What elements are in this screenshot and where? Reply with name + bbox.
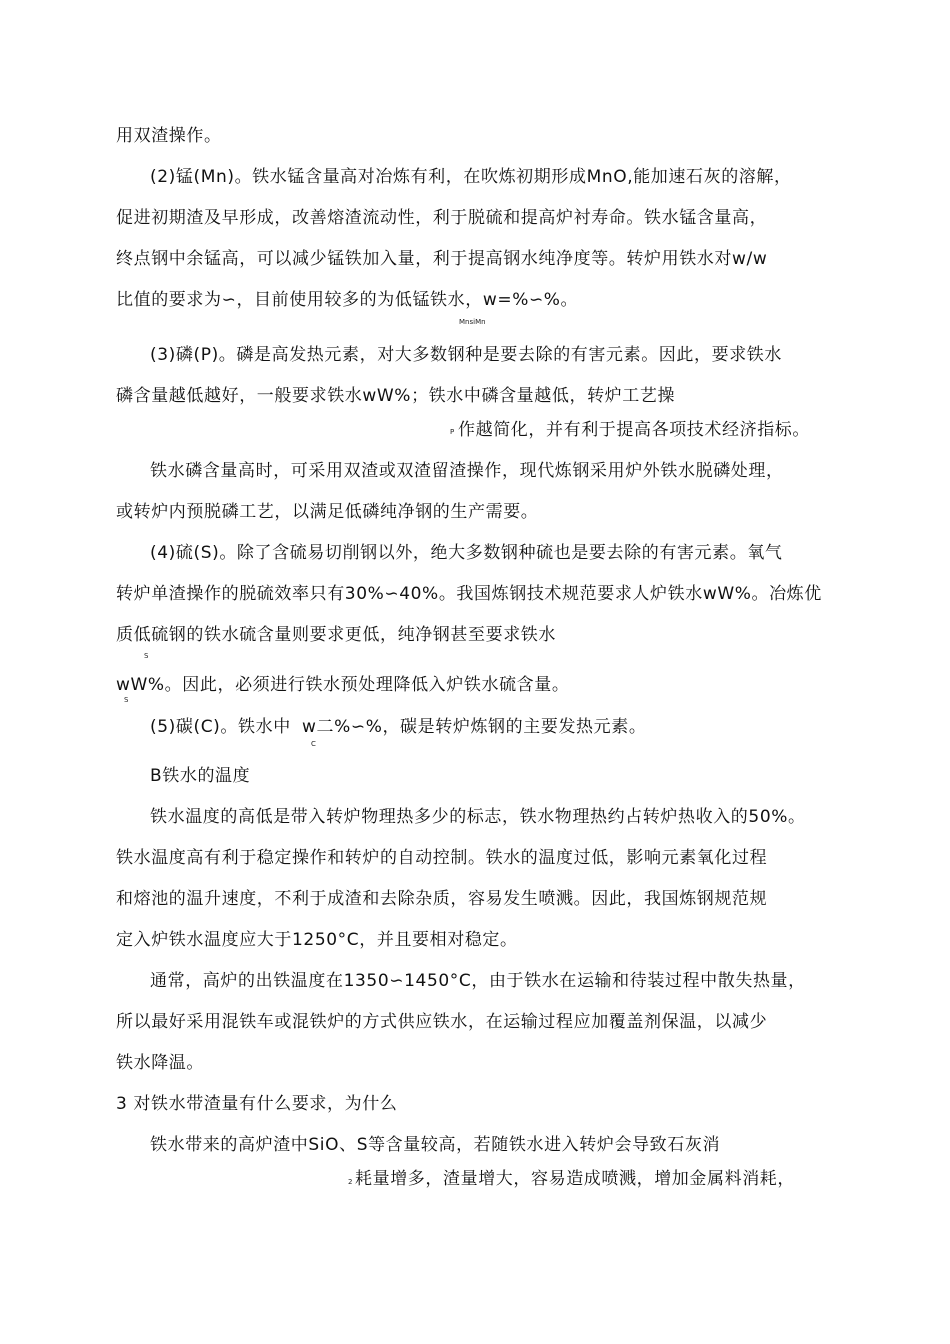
question-heading: 3 对铁水带渣量有什么要求，为什么 xyxy=(116,1094,398,1114)
paragraph-line: 用双渣操作。 xyxy=(116,126,222,146)
paragraph-line: (3)磷(P)。磷是高发热元素，对大多数钢种是要去除的有害元素。因此，要求铁水 xyxy=(150,345,782,365)
section-heading: B铁水的温度 xyxy=(150,766,251,786)
subscript-p: P xyxy=(450,428,455,436)
paragraph-line: 促进初期渣及早形成，改善熔渣流动性，利于脱硫和提高炉衬寿命。铁水锰含量高， xyxy=(116,208,768,228)
paragraph-line: wW%。因此，必须进行铁水预处理降低入炉铁水硫含量。 xyxy=(116,675,570,695)
paragraph-line: 作越简化，并有利于提高各项技术经济指标。 xyxy=(458,420,810,440)
paragraph-line: 定入炉铁水温度应大于1250°C，并且要相对稳定。 xyxy=(116,930,518,950)
paragraph-line: 耗量增多，渣量增大，容易造成喷溅，增加金属料消耗， xyxy=(355,1169,795,1189)
paragraph-line: (2)锰(Mn)。铁水锰含量高对冶炼有利，在吹炼初期形成MnO,能加速石灰的溶解， xyxy=(150,167,792,187)
paragraph-line: 比值的要求为∽，目前使用较多的为低锰铁水，w=%∽%。 xyxy=(116,290,579,310)
paragraph-line: w二%∽%，碳是转炉炼钢的主要发热元素。 xyxy=(302,717,647,737)
paragraph-line: 质低硫钢的铁水硫含量则要求更低，纯净钢甚至要求铁水 xyxy=(116,625,556,645)
paragraph-line: 铁水降温。 xyxy=(116,1053,204,1073)
paragraph-line: (5)碳(C)。铁水中 xyxy=(150,717,291,737)
subscript-mnsimn: MnsiMn xyxy=(459,318,486,326)
subscript-s-lower: S xyxy=(124,696,129,704)
subscript-2: 2 xyxy=(348,1178,353,1186)
paragraph-line: 铁水磷含量高时，可采用双渣或双渣留渣操作，现代炼钢采用炉外铁水脱磷处理， xyxy=(150,461,784,481)
paragraph-line: 铁水带来的高炉渣中SiO、S等含量较高，若随铁水进入转炉会导致石灰消 xyxy=(150,1135,721,1155)
paragraph-line: 磷含量越低越好，一般要求铁水wW%；铁水中磷含量越低，转炉工艺操 xyxy=(116,386,676,406)
paragraph-line: (4)硫(S)。除了含硫易切削钢以外，绝大多数钢种硫也是要去除的有害元素。氧气 xyxy=(150,543,783,563)
paragraph-line: 转炉单渣操作的脱硫效率只有30%∽40%。我国炼钢技术规范要求人炉铁水wW%。冶炼优 xyxy=(116,584,822,604)
paragraph-line: 铁水温度的高低是带入转炉物理热多少的标志，铁水物理热约占转炉热收入的50%。 xyxy=(150,807,806,827)
subscript-c: C xyxy=(311,740,316,748)
paragraph-line: 终点钢中余锰高，可以减少锰铁加入量，利于提高钢水纯净度等。转炉用铁水对w/w xyxy=(116,249,768,269)
paragraph-line: 铁水温度高有利于稳定操作和转炉的自动控制。铁水的温度过低，影响元素氧化过程 xyxy=(116,848,768,868)
paragraph-line: 或转炉内预脱磷工艺，以满足低磷纯净钢的生产需要。 xyxy=(116,502,539,522)
paragraph-line: 通常，高炉的出铁温度在1350∽1450°C，由于铁水在运输和待装过程中散失热量， xyxy=(150,971,806,991)
paragraph-line: 和熔池的温升速度，不利于成渣和去除杂质，容易发生喷溅。因此，我国炼钢规范规 xyxy=(116,889,768,909)
paragraph-line: 所以最好采用混铁车或混铁炉的方式供应铁水，在运输过程应加覆盖剂保温，以减少 xyxy=(116,1012,768,1032)
subscript-s-upper: S xyxy=(144,652,149,660)
